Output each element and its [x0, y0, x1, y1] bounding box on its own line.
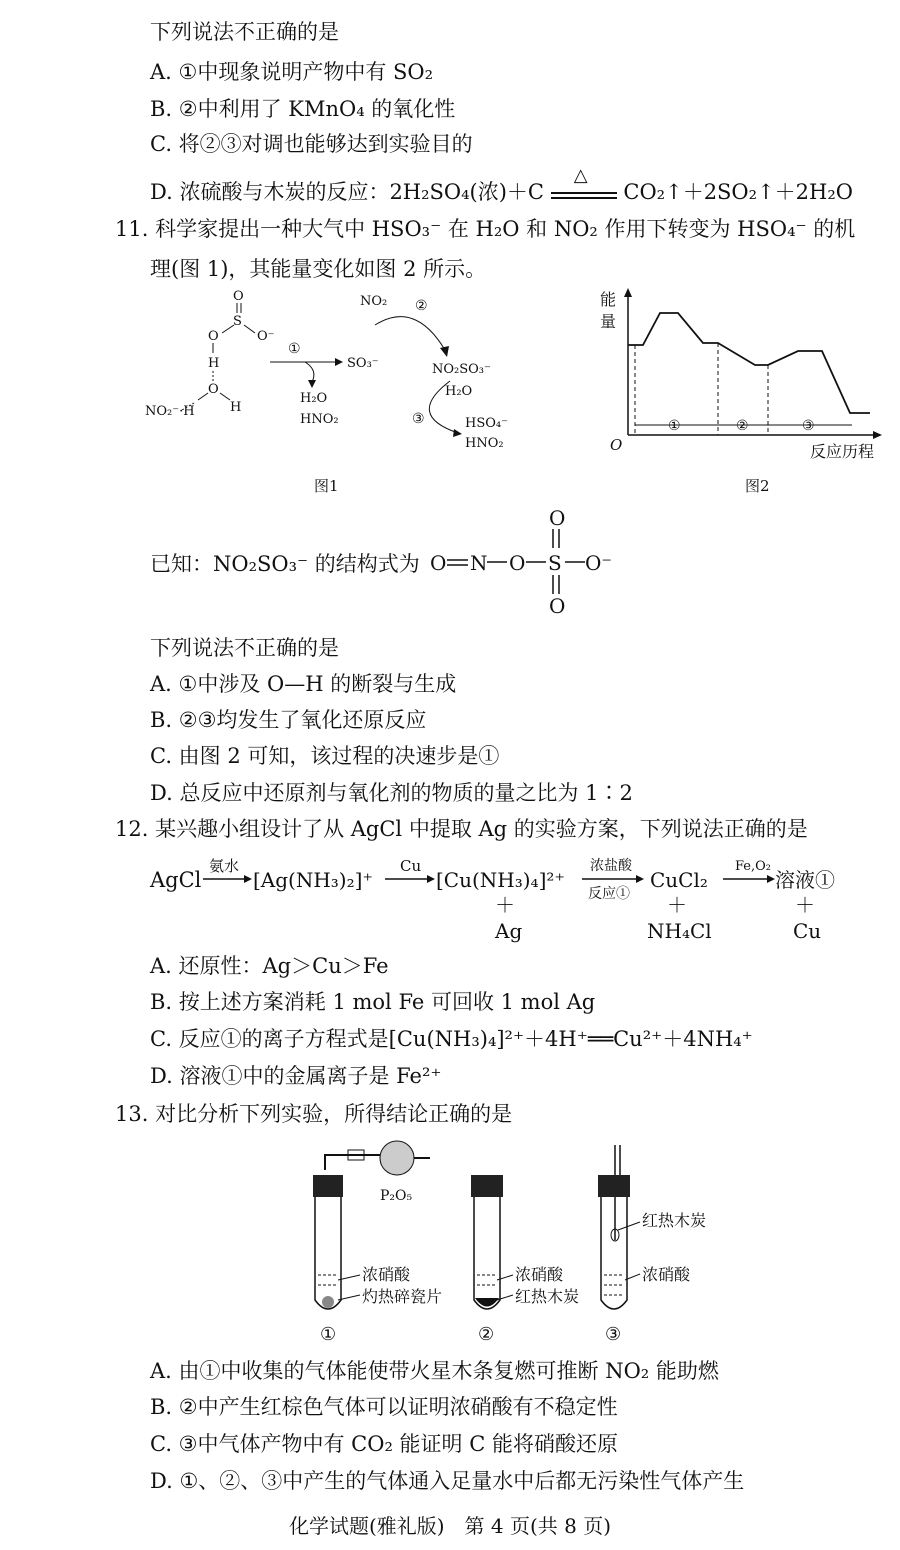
- fig1-h2o-b: H₂O: [445, 384, 473, 399]
- scheme-reagent4: Fe,O₂: [735, 859, 772, 874]
- drying-tube-icon: [380, 1141, 414, 1175]
- figure-1-caption: 图1: [314, 477, 339, 495]
- q11-stem2: 下列说法不正确的是: [150, 636, 339, 660]
- scheme-reagent3-sub: 反应①: [588, 886, 630, 902]
- tube3-label-top: 红热木炭: [642, 1211, 707, 1230]
- q12-option-a: A. 还原性：Ag＞Cu＞Fe: [150, 954, 389, 978]
- fig2-xlabel: 反应历程: [810, 442, 875, 461]
- fig2-ylabel-1: 能: [600, 290, 617, 309]
- q10-option-d: [150, 165, 853, 206]
- q10-option-b: B. ②中利用了 KMnO₄ 的氧化性: [150, 97, 456, 121]
- tube3-label1: 浓硝酸: [642, 1265, 691, 1284]
- scheme-reagent1: 氨水: [209, 857, 240, 875]
- q10-d-prefix: D. 浓硫酸与木炭的反应：2H₂SO₄(浓)＋C: [150, 180, 545, 204]
- fig1-h3: H: [230, 400, 242, 415]
- q13-option-d: D. ①、②、③中产生的气体通入足量水中后都无污染性气体产生: [150, 1469, 745, 1493]
- fig2-stage-1: ①: [668, 418, 681, 434]
- scheme-complex2: [Cu(NH₃)₄]²⁺: [436, 868, 565, 892]
- q12-scheme: [145, 850, 865, 945]
- fig2-origin: O: [610, 436, 623, 454]
- scheme-plus-3: ＋: [795, 893, 815, 917]
- struct-o3: O⁻: [585, 551, 612, 575]
- struct-n: N: [470, 551, 488, 575]
- q11-stem-line2: 理(图 1)，其能量变化如图 2 所示。: [150, 257, 487, 281]
- scheme-reagent2: Cu: [400, 857, 422, 875]
- fig2-energy-curve: [628, 313, 870, 413]
- q12-option-b: B. 按上述方案消耗 1 mol Fe 可回收 1 mol Ag: [150, 990, 596, 1014]
- tube2-label1: 浓硝酸: [515, 1265, 564, 1284]
- tube2-label2: 红热木炭: [515, 1287, 580, 1306]
- fig1-o-minus: O⁻: [257, 329, 275, 344]
- tube-3: [598, 1145, 706, 1345]
- scheme-cucl2: CuCl₂: [650, 868, 708, 892]
- tube-1: [313, 1141, 442, 1345]
- scheme-solution: 溶液①: [775, 868, 835, 892]
- tube1-label1: 浓硝酸: [362, 1265, 411, 1284]
- heat-triangle-icon: △: [573, 165, 588, 186]
- fig1-s: S: [233, 314, 242, 329]
- structure-formula: [425, 505, 625, 620]
- q10-option-a: A. ①中现象说明产物中有 SO₂: [150, 60, 434, 84]
- fig1-hso4: HSO₄⁻: [465, 416, 508, 431]
- q10-d-suffix: CO₂↑＋2SO₂↑＋2H₂O: [623, 180, 853, 204]
- fig1-no2: NO₂: [360, 294, 388, 309]
- scheme-plus-2: ＋: [667, 893, 687, 917]
- q12-stem: 12. 某兴趣小组设计了从 AgCl 中提取 Ag 的实验方案，下列说法正确的是: [115, 817, 808, 841]
- fig1-h1: H: [208, 356, 220, 371]
- fig1-step1: ①: [288, 341, 301, 357]
- fig1-o-top: O: [233, 289, 244, 304]
- struct-o-bot: O: [549, 594, 566, 618]
- tube-2: [471, 1175, 579, 1345]
- q10-d-arrow: [551, 165, 617, 199]
- q13-option-b: B. ②中产生红棕色气体可以证明浓硝酸有不稳定性: [150, 1395, 618, 1419]
- q12-option-d: D. 溶液①中的金属离子是 Fe²⁺: [150, 1064, 442, 1088]
- tube1-label2: 灼热碎瓷片: [362, 1287, 443, 1306]
- q13-stem: 13. 对比分析下列实验，所得结论正确的是: [115, 1102, 513, 1126]
- scheme-complex1: [Ag(NH₃)₂]⁺: [253, 868, 373, 892]
- fig1-hno2-b: HNO₂: [465, 436, 504, 451]
- fig2-stage-2: ②: [736, 418, 749, 434]
- fig1-so3: SO₃⁻: [347, 356, 379, 371]
- q12-option-c: C. 反应①的离子方程式是[Cu(NH₃)₄]²⁺＋4H⁺══Cu²⁺＋4NH₄⁺: [150, 1027, 753, 1051]
- q10-option-c: C. 将②③对调也能够达到实验目的: [150, 132, 473, 156]
- struct-o-top: O: [549, 506, 566, 530]
- scheme-below-ag: Ag: [495, 919, 523, 943]
- q13-option-a: A. 由①中收集的气体能使带火星木条复燃可推断 NO₂ 能助燃: [150, 1359, 719, 1383]
- figure-1-mechanism: [140, 285, 540, 460]
- fig1-o-water: O: [208, 382, 219, 397]
- fig2-stage-3: ③: [802, 418, 815, 434]
- scheme-agcl: AgCl: [150, 868, 202, 892]
- q11-option-b: B. ②③均发生了氧化还原反应: [150, 708, 427, 732]
- scheme-below-nh4cl: NH₄Cl: [647, 919, 712, 943]
- q11-stem-line1: 11. 科学家提出一种大气中 HSO₃⁻ 在 H₂O 和 NO₂ 作用下转变为 HSO₄⁻ 的机: [115, 217, 856, 241]
- page-footer: 化学试题(雅礼版) 第 4 页(共 8 页): [288, 1514, 612, 1538]
- tube1-num: ①: [320, 1324, 337, 1345]
- figure-2-energy-diagram: [590, 285, 890, 465]
- fig1-h2o-a: H₂O: [300, 391, 328, 406]
- fig1-hno2-a: HNO₂: [300, 412, 339, 427]
- q11-option-d: D. 总反应中还原剂与氧化剂的物质的量之比为 1∶2: [150, 781, 633, 805]
- fig1-no2-h: NO₂⁻·H: [145, 404, 195, 419]
- fig1-step3: ③: [412, 411, 425, 427]
- tube1-top-label: P₂O₅: [380, 1188, 413, 1204]
- scheme-below-cu: Cu: [793, 919, 822, 943]
- q11-known: 已知：NO₂SO₃⁻ 的结构式为: [150, 552, 420, 576]
- struct-o1: O: [430, 551, 447, 575]
- tube3-num: ③: [605, 1324, 622, 1345]
- q10-stem: 下列说法不正确的是: [150, 20, 339, 44]
- scheme-plus-1: ＋: [495, 893, 515, 917]
- q13-option-c: C. ③中气体产物中有 CO₂ 能证明 C 能将硝酸还原: [150, 1432, 618, 1456]
- q13-apparatus: [285, 1140, 765, 1355]
- fig2-ylabel-2: 量: [600, 312, 617, 331]
- struct-s: S: [548, 551, 562, 575]
- figure-2-caption: 图2: [745, 477, 770, 495]
- fig1-o-left: O: [208, 329, 219, 344]
- fig1-no2so3: NO₂SO₃⁻: [432, 362, 491, 377]
- q11-option-c: C. 由图 2 可知，该过程的决速步是①: [150, 744, 500, 768]
- fig1-step2: ②: [415, 298, 428, 314]
- struct-o2: O: [509, 551, 526, 575]
- tube2-num: ②: [478, 1324, 495, 1345]
- q11-option-a: A. ①中涉及 O—H 的断裂与生成: [150, 672, 457, 696]
- scheme-reagent3: 浓盐酸: [590, 858, 632, 874]
